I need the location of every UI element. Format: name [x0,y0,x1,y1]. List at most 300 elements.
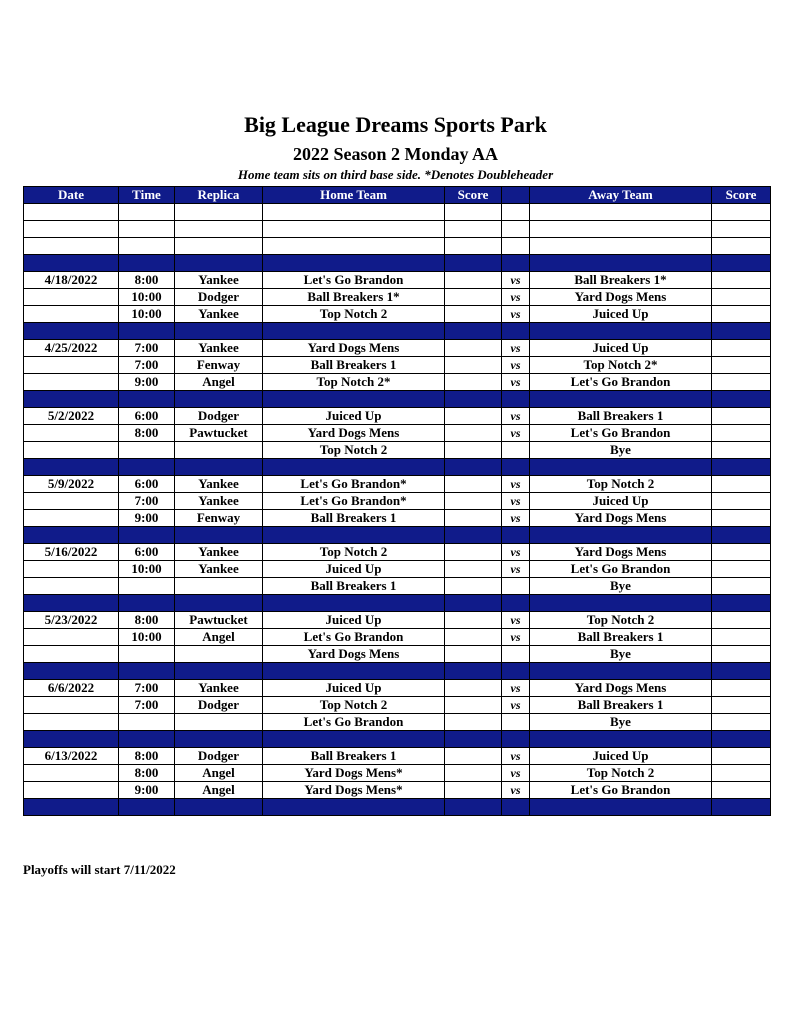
replica-cell: Yankee [175,544,263,561]
home-team-cell: Yard Dogs Mens [263,425,445,442]
vs-cell: vs [502,612,530,629]
table-row [24,612,771,629]
table-cell [502,663,530,680]
home-score-cell [445,408,502,425]
table-row [24,680,771,697]
away-score-cell [712,697,771,714]
table-cell [263,204,445,221]
away-team-cell: Ball Breakers 1* [530,272,712,289]
time-cell: 7:00 [119,357,175,374]
away-team-cell: Ball Breakers 1 [530,408,712,425]
time-cell: 10:00 [119,289,175,306]
home-team-cell: Let's Go Brandon [263,272,445,289]
time-cell: 9:00 [119,510,175,527]
away-team-cell: Bye [530,578,712,595]
away-team-cell: Bye [530,646,712,663]
home-team-cell: Ball Breakers 1* [263,289,445,306]
home-team-cell: Ball Breakers 1 [263,578,445,595]
home-score-cell [445,748,502,765]
table-cell [175,391,263,408]
table-row [24,578,771,595]
table-cell [530,595,712,612]
table-cell [24,527,119,544]
vs-cell: vs [502,289,530,306]
table-cell [175,255,263,272]
schedule-body [24,204,771,816]
date-cell [24,578,119,595]
time-cell: 8:00 [119,765,175,782]
time-cell: 7:00 [119,340,175,357]
vs-cell: vs [502,374,530,391]
table-cell [445,459,502,476]
table-row [24,510,771,527]
away-team-cell: Yard Dogs Mens [530,289,712,306]
replica-cell [175,578,263,595]
date-cell [24,782,119,799]
away-team-cell: Juiced Up [530,306,712,323]
away-score-cell [712,408,771,425]
date-cell [24,697,119,714]
table-cell [24,799,119,816]
table-cell [530,799,712,816]
date-cell [24,561,119,578]
replica-cell: Dodger [175,408,263,425]
table-cell [502,799,530,816]
away-score-cell [712,578,771,595]
away-score-cell [712,714,771,731]
table-cell [119,255,175,272]
table-cell [712,459,771,476]
page-title: Big League Dreams Sports Park [244,112,547,137]
away-score-cell [712,748,771,765]
home-team-cell: Juiced Up [263,408,445,425]
table-row [24,306,771,323]
replica-cell: Angel [175,765,263,782]
home-team-cell: Top Notch 2 [263,306,445,323]
replica-cell: Fenway [175,357,263,374]
table-cell [24,255,119,272]
table-cell [175,204,263,221]
home-score-cell [445,629,502,646]
home-score-cell [445,374,502,391]
time-cell [119,442,175,459]
table-cell [502,459,530,476]
away-team-cell: Bye [530,714,712,731]
table-cell [530,459,712,476]
table-cell [175,323,263,340]
replica-cell: Dodger [175,748,263,765]
table-cell [502,731,530,748]
home-score-cell [445,578,502,595]
away-team-cell: Bye [530,442,712,459]
date-cell [24,510,119,527]
away-score-cell [712,272,771,289]
table-cell [502,527,530,544]
away-score-cell [712,612,771,629]
table-cell [502,595,530,612]
away-score-cell [712,544,771,561]
time-cell: 10:00 [119,561,175,578]
column-header-replica: Replica [175,187,263,204]
away-team-cell: Juiced Up [530,493,712,510]
away-score-cell [712,493,771,510]
home-score-cell [445,442,502,459]
vs-cell [502,714,530,731]
table-cell [119,323,175,340]
table-row [24,408,771,425]
away-score-cell [712,442,771,459]
home-score-cell [445,765,502,782]
table-cell [712,204,771,221]
away-score-cell [712,629,771,646]
time-cell: 10:00 [119,629,175,646]
table-cell [24,663,119,680]
table-cell [445,255,502,272]
replica-cell [175,646,263,663]
home-team-cell: Juiced Up [263,561,445,578]
away-score-cell [712,765,771,782]
home-score-cell [445,646,502,663]
table-cell [530,663,712,680]
replica-cell: Yankee [175,306,263,323]
date-cell [24,714,119,731]
table-cell [24,221,119,238]
home-team-cell: Juiced Up [263,612,445,629]
away-score-cell [712,425,771,442]
column-header-vs [502,187,530,204]
week-separator-row [24,527,771,544]
table-cell [175,731,263,748]
home-team-cell: Top Notch 2 [263,697,445,714]
column-header-date: Date [24,187,119,204]
table-cell [24,204,119,221]
table-cell [530,221,712,238]
table-row [24,357,771,374]
date-cell: 5/23/2022 [24,612,119,629]
table-row [24,544,771,561]
table-cell [175,595,263,612]
table-cell [502,238,530,255]
home-score-cell [445,340,502,357]
blank-row [24,238,771,255]
time-cell: 7:00 [119,680,175,697]
home-team-cell: Let's Go Brandon [263,714,445,731]
home-score-cell [445,272,502,289]
time-cell [119,578,175,595]
table-cell [24,731,119,748]
table-cell [175,527,263,544]
table-cell [119,221,175,238]
table-cell [712,391,771,408]
time-cell: 7:00 [119,697,175,714]
vs-cell: vs [502,748,530,765]
table-cell [263,527,445,544]
table-row [24,374,771,391]
table-row [24,442,771,459]
replica-cell: Angel [175,374,263,391]
table-cell [175,663,263,680]
table-cell [175,221,263,238]
home-team-cell: Let's Go Brandon [263,629,445,646]
footer-note: Playoffs will start 7/11/2022 [23,862,176,877]
vs-cell: vs [502,425,530,442]
table-cell [530,731,712,748]
vs-cell: vs [502,493,530,510]
away-score-cell [712,646,771,663]
time-cell [119,646,175,663]
vs-cell [502,578,530,595]
vs-cell: vs [502,629,530,646]
away-team-cell: Let's Go Brandon [530,374,712,391]
replica-cell: Fenway [175,510,263,527]
table-cell [263,221,445,238]
date-cell [24,765,119,782]
vs-cell: vs [502,476,530,493]
table-cell [530,323,712,340]
table-cell [530,255,712,272]
date-cell: 4/25/2022 [24,340,119,357]
away-score-cell [712,680,771,697]
away-team-cell: Top Notch 2* [530,357,712,374]
table-cell [119,799,175,816]
date-cell [24,493,119,510]
away-team-cell: Ball Breakers 1 [530,697,712,714]
table-cell [119,238,175,255]
time-cell: 6:00 [119,476,175,493]
vs-cell: vs [502,510,530,527]
replica-cell [175,442,263,459]
table-cell [502,221,530,238]
home-team-cell: Yard Dogs Mens* [263,765,445,782]
home-score-cell [445,476,502,493]
table-cell [445,238,502,255]
table-row [24,629,771,646]
header-note: Home team sits on third base side. *Denotes Doubleheader [237,167,554,182]
replica-cell: Dodger [175,697,263,714]
week-separator-row [24,391,771,408]
table-cell [119,204,175,221]
home-score-cell [445,544,502,561]
date-cell: 6/13/2022 [24,748,119,765]
vs-cell: vs [502,306,530,323]
table-cell [24,391,119,408]
away-team-cell: Top Notch 2 [530,612,712,629]
away-team-cell: Yard Dogs Mens [530,510,712,527]
away-team-cell: Yard Dogs Mens [530,544,712,561]
home-score-cell [445,289,502,306]
table-cell [712,238,771,255]
away-team-cell: Juiced Up [530,748,712,765]
replica-cell: Pawtucket [175,425,263,442]
column-header-home-team: Home Team [263,187,445,204]
away-team-cell: Let's Go Brandon [530,782,712,799]
table-row [24,765,771,782]
home-team-cell: Yard Dogs Mens [263,340,445,357]
table-cell [263,391,445,408]
table-cell [445,663,502,680]
week-separator-row [24,323,771,340]
replica-cell: Yankee [175,493,263,510]
vs-cell: vs [502,272,530,289]
table-cell [263,459,445,476]
date-cell: 4/18/2022 [24,272,119,289]
time-cell: 6:00 [119,408,175,425]
table-cell [263,323,445,340]
table-cell [502,255,530,272]
time-cell: 8:00 [119,425,175,442]
table-row [24,748,771,765]
column-header-home-score: Score [445,187,502,204]
table-row [24,697,771,714]
blank-row [24,204,771,221]
table-cell [263,731,445,748]
replica-cell: Yankee [175,680,263,697]
date-cell: 5/2/2022 [24,408,119,425]
table-cell [502,323,530,340]
time-cell: 7:00 [119,493,175,510]
table-row [24,340,771,357]
time-cell [119,714,175,731]
home-score-cell [445,306,502,323]
time-cell: 9:00 [119,374,175,391]
time-cell: 8:00 [119,612,175,629]
table-cell [712,799,771,816]
week-separator-row [24,799,771,816]
home-team-cell: Let's Go Brandon* [263,493,445,510]
table-cell [445,221,502,238]
table-cell [175,459,263,476]
home-team-cell: Top Notch 2 [263,544,445,561]
date-cell [24,357,119,374]
away-score-cell [712,374,771,391]
replica-cell: Yankee [175,272,263,289]
time-cell: 9:00 [119,782,175,799]
home-team-cell: Top Notch 2 [263,442,445,459]
away-team-cell: Yard Dogs Mens [530,680,712,697]
home-team-cell: Ball Breakers 1 [263,510,445,527]
page-subtitle: 2022 Season 2 Monday AA [292,144,499,164]
table-cell [263,663,445,680]
table-cell [119,527,175,544]
table-cell [24,238,119,255]
date-cell: 5/16/2022 [24,544,119,561]
table-cell [712,255,771,272]
date-cell: 5/9/2022 [24,476,119,493]
time-cell: 8:00 [119,748,175,765]
table-cell [119,391,175,408]
vs-cell [502,442,530,459]
table-row [24,425,771,442]
date-cell [24,374,119,391]
home-score-cell [445,510,502,527]
week-separator-row [24,663,771,680]
date-cell: 6/6/2022 [24,680,119,697]
away-score-cell [712,782,771,799]
away-score-cell [712,357,771,374]
vs-cell: vs [502,561,530,578]
away-score-cell [712,561,771,578]
home-score-cell [445,493,502,510]
replica-cell [175,714,263,731]
replica-cell: Yankee [175,340,263,357]
away-team-cell: Top Notch 2 [530,476,712,493]
home-score-cell [445,425,502,442]
week-separator-row [24,459,771,476]
time-cell: 10:00 [119,306,175,323]
home-score-cell [445,782,502,799]
vs-cell: vs [502,357,530,374]
table-cell [502,391,530,408]
home-score-cell [445,714,502,731]
date-cell [24,306,119,323]
blank-row [24,221,771,238]
time-cell: 6:00 [119,544,175,561]
time-cell: 8:00 [119,272,175,289]
table-cell [24,323,119,340]
table-cell [712,731,771,748]
vs-cell: vs [502,782,530,799]
column-header-away-team: Away Team [530,187,712,204]
vs-cell: vs [502,697,530,714]
table-cell [712,221,771,238]
home-team-cell: Let's Go Brandon* [263,476,445,493]
table-cell [263,595,445,612]
date-cell [24,646,119,663]
table-row [24,714,771,731]
replica-cell: Pawtucket [175,612,263,629]
date-cell [24,629,119,646]
table-cell [530,391,712,408]
away-score-cell [712,476,771,493]
away-team-cell: Ball Breakers 1 [530,629,712,646]
replica-cell: Angel [175,782,263,799]
schedule-table [23,186,771,816]
replica-cell: Yankee [175,561,263,578]
home-team-cell: Ball Breakers 1 [263,748,445,765]
vs-cell: vs [502,765,530,782]
away-score-cell [712,510,771,527]
table-cell [445,323,502,340]
table-cell [175,238,263,255]
away-team-cell: Top Notch 2 [530,765,712,782]
away-score-cell [712,306,771,323]
away-team-cell: Let's Go Brandon [530,425,712,442]
away-team-cell: Juiced Up [530,340,712,357]
vs-cell: vs [502,544,530,561]
home-score-cell [445,561,502,578]
replica-cell: Yankee [175,476,263,493]
table-cell [530,527,712,544]
home-team-cell: Juiced Up [263,680,445,697]
home-team-cell: Top Notch 2* [263,374,445,391]
table-cell [263,255,445,272]
table-row [24,646,771,663]
vs-cell [502,646,530,663]
home-score-cell [445,612,502,629]
home-score-cell [445,680,502,697]
home-score-cell [445,697,502,714]
date-cell [24,289,119,306]
table-cell [445,391,502,408]
table-row [24,272,771,289]
table-row [24,476,771,493]
away-score-cell [712,340,771,357]
week-separator-row [24,731,771,748]
table-cell [445,595,502,612]
table-header-row [24,187,771,204]
away-team-cell: Let's Go Brandon [530,561,712,578]
date-cell [24,442,119,459]
